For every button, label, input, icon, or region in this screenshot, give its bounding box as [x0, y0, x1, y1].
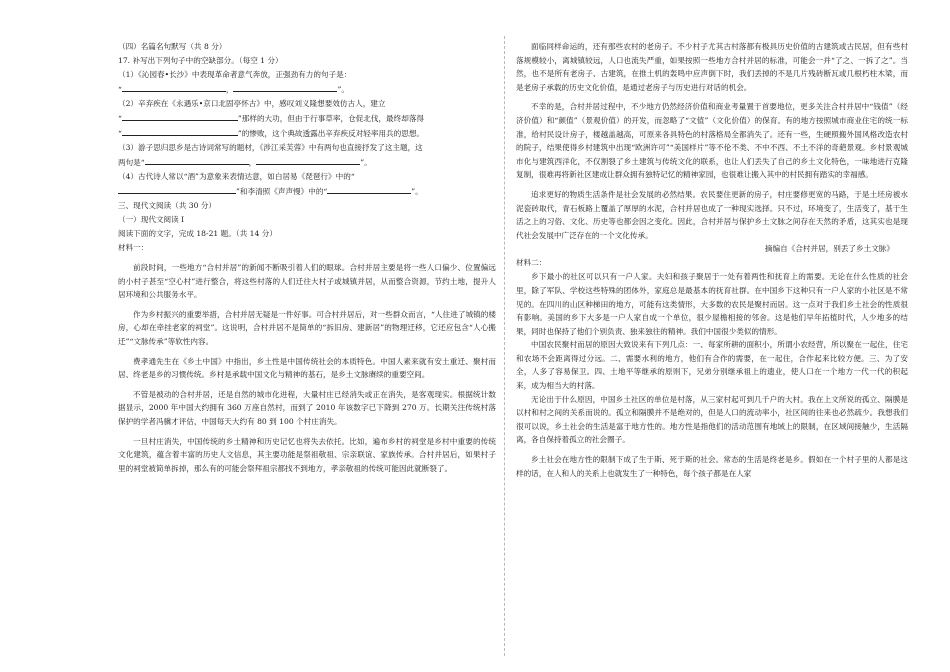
reading-instruction: 阅读下面的文字，完成 18-21 题。（共 14 分） [118, 229, 277, 238]
left-column [118, 40, 496, 475]
material2-paragraph: 中国农民聚村而居的原因大致说来有下列几点：一、每家所耕的面积小，所谓小农经营，所以聚在一起住，住宅和农场不会距离得过分远。二、需要水利的地方，他们有合作的需要，在一起住，合作起来比较方便。三、为了安全，人多了容易保卫。四、土地平等继承的原则下，兄弟分别继承祖上的遗业，使人口在一个地方一代一代的积起来，成为相当大的村落。 [516, 340, 908, 391]
q17-2-line-c: “ ”的惨败，这个典故透露出辛弃疾反对轻率用兵的思想。 [118, 126, 496, 141]
material2-paragraph: 乡土社会在地方性的限制下成了生于斯、死于斯的社会。常态的生活是终老是乡。假如在一个村子里的人都是这样的话，在人和人的关系上也就发生了一种特色，每个孩子都是在人家 [516, 455, 908, 478]
material2-label: 材料二： [516, 258, 547, 268]
subsection1-title: （一）现代文阅读 Ⅰ [118, 215, 185, 224]
section3-title: 三、现代文阅读（共 30 分） [118, 201, 217, 210]
q17-2-line-b: “ ”那样的大功，但由于行事草率，仓促北伐，最终却落得 [118, 111, 496, 126]
section4-title: （四）名篇名句默写（共 8 分） [118, 42, 227, 51]
q17-1-prompt: （1）《沁园春•长沙》中表现革命者意气奔放，正强劲有力的句子是： [118, 70, 352, 79]
answer-blank[interactable] [122, 111, 238, 121]
q17-3-answer-line: 两句是“ ， ”。 [118, 155, 496, 170]
answer-blank[interactable] [233, 82, 337, 92]
q17-4-answer-line: ”和李清照《声声慢》中的“ ”。 [118, 184, 496, 199]
answer-blank[interactable] [256, 155, 360, 165]
answer-blank[interactable] [122, 126, 238, 136]
material1-label: 材料一： [118, 243, 149, 252]
q17-title: 17. 补写出下列句子中的空缺部分。（每空 1 分） [118, 56, 283, 65]
answer-blank[interactable] [327, 184, 411, 194]
material1-paragraph: 作为乡村振兴的重要举措，合村并居无疑是一件好事。可合村并居后，对一些群众而言，“人住进了城镇的楼房，心却在牵挂老家的祠堂”。这说明，合村并居不是简单的“拆旧房、建新居”的物理迁移，它还应包含“人心搬迁”“文脉传承”等软性内容。 [118, 309, 496, 346]
material1-paragraph: 费孝通先生在《乡土中国》中指出，乡土性是中国传统社会的本质特色。中国人素来就有安土重迁、聚村而居、终老是乡的习惯传统。乡村是承载中国文化与精神的基石，是乡土文脉赓续的重要空间。 [118, 356, 496, 380]
source-citation: 摘编自《合村并居，别丢了乡土文脉》 [764, 244, 894, 254]
q17-2-prompt: （2）辛弃疾在《永遇乐•京口北固亭怀古》中，感叹刘义隆想要效仿古人，建立 [118, 99, 386, 108]
material2-paragraph: 无论出于什么原因，中国乡土社区的单位是村落，从三家村起可到几千户的大村。我在上文所说的孤立、隔膜是以村和村之间的关系而说的。孤立和隔膜并不是绝对的，但是人口的流动率小，社区间的往来也必然疏少。我想我们很可以说，乡土社会的生活是富于地方性的。地方性是指他们的活动范围有地域上的限制，在区域间接触少，生活隔离，各自保持着孤立的社会圈子。 [516, 394, 908, 445]
right-column [516, 40, 908, 480]
material1-paragraph: 一旦村庄消失，中国传统的乡土精神和历史记忆也将失去依托。比如，遍布乡村的祠堂是乡村中重要的传统文化建筑，蕴含着丰富的历史人文信息，其主要功能是祭祖敬祖、宗亲联谊、家族传承。合村并居后，如果村子里的祠堂被简单拆掉，那么有的可能会祭拜祖宗都找不到地方，孝亲敬祖的传统可能因此就断裂了。 [118, 436, 496, 473]
answer-blank[interactable] [145, 155, 249, 165]
q17-4-prompt: （4）古代诗人常以“酒”为意象来表情达意，如白居易《琵琶行》中的“ [118, 172, 355, 181]
answer-blank[interactable] [122, 82, 226, 92]
material1-paragraph: 不幸的是，合村并居过程中，不少地方仍然经济价值和商业考量置于首要地位，更多关注合村并居中“钱值”（经济价值）和“颜值”（景观价值）的开发，而忽略了“文值”（文化价值）的保育。有的地方按照城市商业住宅的统一标准，给村民设计房子，楼越盖越高，可原来各具特色的村落格局全都消失了。还有一些，生硬照搬外国风格改造农村的院子，结果使得乡村建筑中出现“欧洲许可”“美国样片”等不伦不类、不中不西、不土不洋的奇葩景观。乡村景观城市化与建筑西洋化，不仅割裂了乡土建筑与传统文化的联系，也让人们丢失了自己的乡土文化特色，一味地进行克隆复制，很难再将新社区建成让群众拥有独特记忆的精神家园，也很难让搬入其中的村民拥有踏实的幸福感。 [516, 102, 908, 180]
material1-paragraph: 面临同样命运的，还有那些农村的老房子。不少村子尤其古村落都有极具历史价值的古建筑或古民居，但有些村落规模较小，离城镇较远，人口也流失严重，如果按照一些地方合村并居的标准，可能会一并“了之、一拆了之”。当然，也不是所有老房子、古建筑，在推土机的轰鸣中应声倒下时，我们丢掉的不是几片残砖断瓦或几根朽柱木梁，而是老房子承载的历史文化价值，是通过老房子与历史进行对话的机会。 [516, 42, 908, 92]
material1-paragraph: 追求更好的物质生活条件是社会发展的必然结果。农民要住更新的房子，村庄要修更宽的马路，于是土坯房被水泥瓷砖取代，青石板路上覆盖了厚厚的水泥，合村并居也成了一种现实选择。只不过，环境变了，生活变了，基于生活之上的习俗、文化、历史等也都会因之变化。因此，合村并居与保护乡土文脉之间存在天然的矛盾，这其实也是现代社会发展中广泛存在的一个文化传承。 [516, 189, 908, 240]
material1-paragraph: 不管是被动的合村并居，还是自然的城市化进程，大量村庄已经消失或正在消失，是客观现实。根据统计数据显示，2000 年中国大约拥有 360 万座自然村，而到了 2010 年该数字已下降到 270 万。长期关注传统村落保护的学者冯骥才评估，中国每天大约有 80 到 100 个村庄消失。 [118, 389, 496, 426]
answer-blank[interactable] [118, 184, 236, 194]
q17-3-prompt: （3）游子思归思乡是古诗词常写的题材，《涉江采芙蓉》中有两句也直接抒发了这主题，这 [118, 143, 423, 152]
column-divider [504, 36, 505, 656]
q17-1-answer-line: “ ， ”。 [118, 82, 496, 97]
material2-paragraph: 乡下最小的社区可以只有一户人家。夫妇和孩子聚居于一处有着两性和抚育上的需要。无论在什么性质的社会里，除了军队、学校这些特殊的团体外，家庭总是最基本的抚育社群。在中国乡下这种只有一户人家的小社区是不常见的。在四川的山区种梯田的地方，可能有这类情形，大多数的农民是聚村而居。这一点对于我们乡土社会的性质很有影响。美国的乡下大多是一户人家自成一个单位，很少屋檐相接的邻舍。这是他们早年拓植时代，人少地多的结果，同时也保持了他们个别负责、独来独往的精神。我们中国很少类似的情形。 [516, 272, 908, 336]
material1-paragraph: 前段时间，一些地方“合村并居”的新闻不断吸引着人们的眼球。合村并居主要是将一些人口偏少、位置偏远的小村子甚至“空心村”进行整合，将这些村落的人们迁往大村子或城镇并居，从而整合资源，节约土地，提升人居环境和公共服务水平。 [118, 263, 496, 300]
